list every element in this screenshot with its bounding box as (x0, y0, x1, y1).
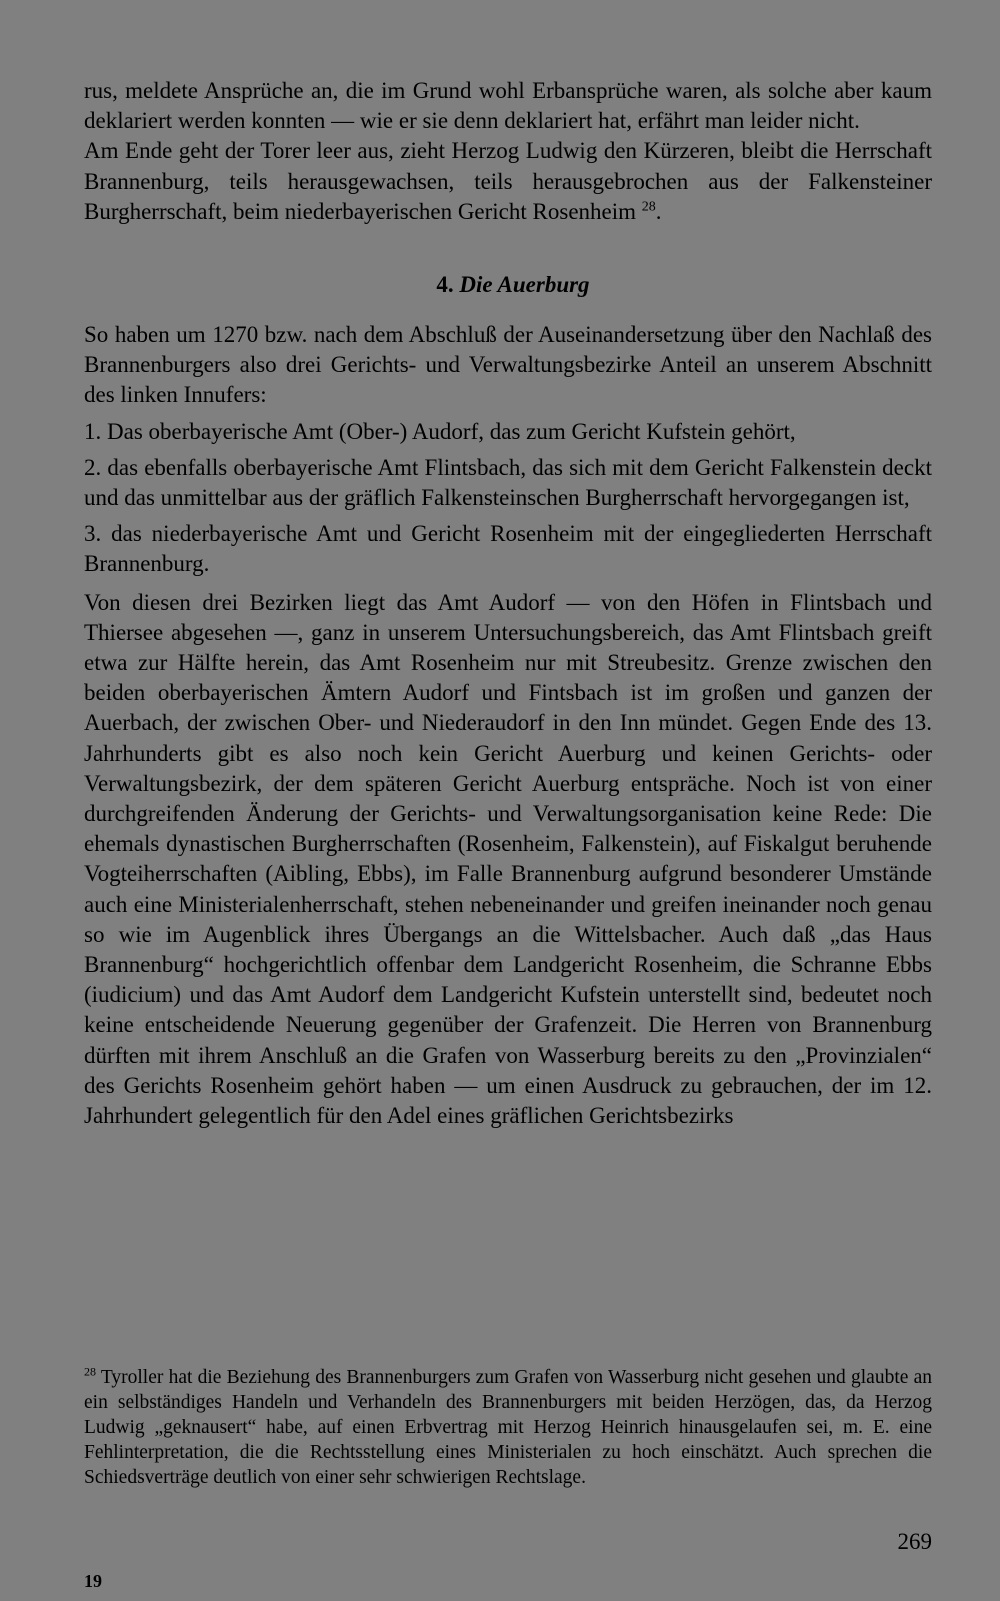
paragraph-intro-end (84, 136, 932, 227)
main-text (84, 76, 932, 1131)
long-paragraph: Von diesen drei Bezirken liegt das Amt Audorf — von den Höfen in Flintsbach und Thiersee abgesehen —, ganz in unserem Untersuchungsbereich, das Amt Flintsbach greift etwa zur Hälfte herein, das Amt Rosenheim nur mit Streubesitz. Grenze zwischen den beiden oberbayerischen Ämtern Audorf und Fintsbach ist im großen und ganzen der Auerbach, der zwischen Ober- und Niederaudorf in den Inn mündet. Gegen Ende des 13. Jahrhunderts gibt es also noch kein Gericht Auerburg und keinen Gerichts- oder Verwaltungsbezirk, der dem späteren Gericht Auerburg entspräche. Noch ist von einer durchgreifenden Änderung der Gerichts- und Verwaltungsorganisation keine Rede: Die ehemals dynastischen Burgherrschaften (Rosenheim, Falkenstein), auf Fiskalgut beruhende Vogteiherrschaften (Aibling, Ebbs), im Falle Brannenburg aufgrund besonderer Umstände auch eine Ministerialenherrschaft, stehen nebeneinander und greifen ineinander noch genau so wie im Augenblick ihres Übergangs an die Wittelsbacher. Auch daß „das Haus Brannenburg“ hochgerichtlich offenbar dem Landgericht Rosenheim, die Schranne Ebbs (iudicium) und das Amt Audorf dem Landgericht Kufstein unterstellt sind, bedeutet noch keine entscheidende Neuerung gegenüber der Grafenzeit. Die Herren von Brannenburg dürften mit ihrem Anschluß an die Grafen von Wasserburg bereits zu den „Provinzialen“ des Gerichts Rosenheim gehört haben — um einen Ausdruck zu gebrauchen, der im 12. Jahrhundert gelegentlich für den Adel eines gräflichen Gerichtsbezirks (84, 589, 932, 1129)
footnote-28 (84, 1365, 932, 1490)
list-item-1: 1. Das oberbayerische Amt (Ober-) Audorf, das zum Gericht Kufstein gehört, (84, 418, 796, 444)
page-number: 269 (897, 1529, 932, 1554)
footnote-mark: 28 (84, 1364, 96, 1379)
paragraph-intro-continuation: rus, meldete Ansprüche an, die im Grund wohl Erbansprüche waren, als solche aber kaum deklariert werden konnten — wie er sie denn deklariert hat, erfährt man leider nicht. (84, 78, 932, 134)
list-item-3: 3. das niederbayerische Amt und Gericht Rosenheim mit der eingegliederten Herrschaft Brannenburg. (84, 521, 932, 577)
section-lead-paragraph: So haben um 1270 bzw. nach dem Abschluß der Auseinandersetzung über den Nachlaß des Brannenburgers also drei Gerichts- und Verwaltungsbezirke Anteil an unserem Abschnitt des linken Innufers: (84, 322, 932, 408)
section-heading (84, 270, 932, 300)
section-heading-title: Die Auerburg (459, 272, 590, 298)
paragraph-intro-period: . (655, 198, 662, 224)
footnote-text: Tyroller hat die Beziehung des Brannenburgers zum Grafen von Wasserburg nicht gesehen und glaubte an ein selbständiges Handeln und Verhandeln des Brannenburgers mit beiden Herzögen, das, da Herzog Ludwig „geknausert“ habe, auf einen Erbvertrag mit Herzog Heinrich hinausgelaufen sei, m. E. eine Fehlinterpretation, die die Rechtsstellung eines Ministerialen zu hoch einschätzt. Auch sprechen die Schiedsverträge deutlich von einer sehr schwierigen Rechtslage. (84, 1367, 932, 1488)
footnote-reference: 28 (641, 199, 656, 215)
list-item-2: 2. das ebenfalls oberbayerische Amt Flintsbach, das sich mit dem Gericht Falkenstein deckt und das unmittelbar aus der gräflich Falkensteinschen Burgherrschaft hervorgegangen ist, (84, 454, 932, 511)
section-heading-number: 4. (436, 272, 454, 298)
paragraph-intro-end-text: Am Ende geht der Torer leer aus, zieht Herzog Ludwig den Kürzeren, bleibt die Herrschaft Brannenburg, teils herausgewachsen, teils herausgebrochen aus der Falkensteiner Burgherrschaft, beim niederbayerischen Gericht Rosenheim (84, 138, 932, 224)
signature-mark: 19 (84, 1571, 102, 1591)
